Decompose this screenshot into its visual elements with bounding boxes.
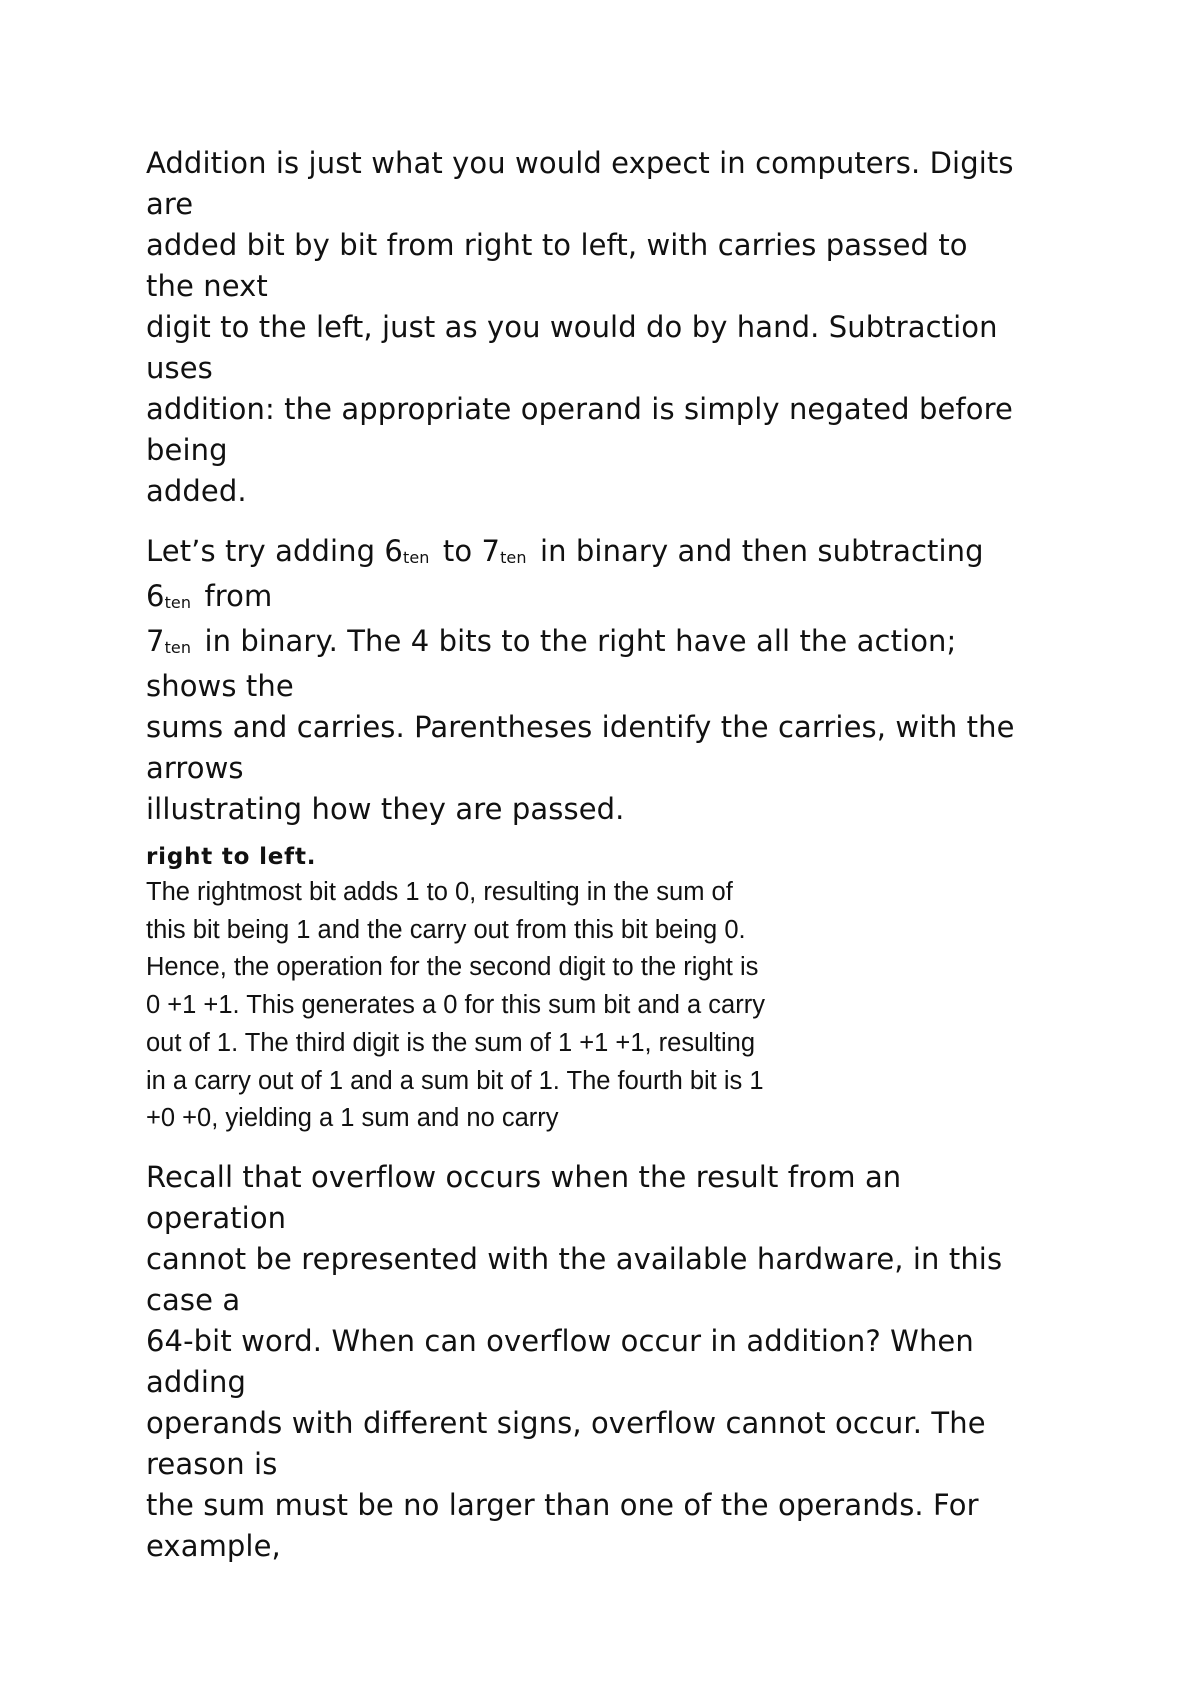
subscript: ten (164, 638, 192, 657)
subscript: ten (402, 548, 430, 567)
text-line (146, 621, 1086, 666)
text-line: The rightmost bit adds 1 to 0, resulting in the sum of (146, 878, 733, 906)
text-line: the next (146, 269, 268, 303)
paragraph-binary-example (146, 531, 1086, 830)
text-run: 7 (146, 624, 165, 658)
paragraph-carry-explanation (146, 874, 1086, 1138)
text-line: out of 1. The third digit is the sum of 1 +1 +1, resulting (146, 1028, 756, 1057)
text-line: illustrating how they are passed. (146, 792, 625, 826)
text-line: being (146, 433, 228, 467)
text-line: addition: the appropriate operand is simply negated before (146, 392, 1013, 426)
text-line: are (146, 187, 194, 221)
text-line: this bit being 1 and the carry out from this bit being 0. (146, 915, 746, 944)
text-line (146, 576, 1086, 621)
text-line: uses (146, 351, 213, 385)
text-line: example, (146, 1529, 281, 1563)
text-line: reason is (146, 1447, 278, 1481)
text-line: operands with different signs, overflow cannot occur. The (146, 1406, 986, 1440)
text-line: cannot be represented with the available hardware, in this (146, 1242, 1003, 1276)
subscript: ten (500, 548, 527, 567)
text-line: arrows (146, 751, 244, 785)
text-line: 0 +1 +1. This generates a 0 for this sum bit and a carry (146, 991, 765, 1020)
text-line: sums and carries. Parentheses identify the carries, with the (146, 710, 1015, 744)
text-line: added bit by bit from right to left, with carries passed to (146, 228, 968, 262)
text-line: the sum must be no larger than one of the operands. For (146, 1488, 979, 1522)
subscript: ten (164, 593, 192, 612)
text-line: +0 +0, yielding a 1 sum and no carry (146, 1104, 559, 1133)
text-line: digit to the left, just as you would do by hand. Subtraction (146, 310, 998, 344)
text-line: added. (146, 474, 247, 508)
text-line: case a (146, 1283, 241, 1317)
text-run: from (195, 579, 273, 613)
text-line: operation (146, 1201, 287, 1235)
text-line: adding (146, 1365, 247, 1399)
paragraph-overflow (146, 1157, 1086, 1567)
text-run: 6 (146, 579, 165, 613)
section-heading: right to left. (146, 844, 317, 870)
text-line: in a carry out of 1 and a sum bit of 1. The fourth bit is 1 (146, 1066, 764, 1095)
paragraph-addition-intro (146, 143, 1086, 512)
text-line: Recall that overflow occurs when the result from an (146, 1160, 902, 1194)
text-run: to 7 (433, 534, 501, 568)
text-line: Hence, the operation for the second digit to the right is (146, 953, 759, 982)
text-line (146, 531, 1086, 576)
text-line: Addition is just what you would expect in computers. Digits (146, 146, 1014, 180)
text-run: in binary and then subtracting (530, 534, 984, 568)
text-line: shows the (146, 669, 294, 703)
text-run: Let’s try adding 6 (146, 534, 403, 568)
text-line: 64-bit word. When can overflow occur in addition? When (146, 1324, 974, 1358)
text-run: in binary. The 4 bits to the right have all the action; (195, 624, 957, 658)
